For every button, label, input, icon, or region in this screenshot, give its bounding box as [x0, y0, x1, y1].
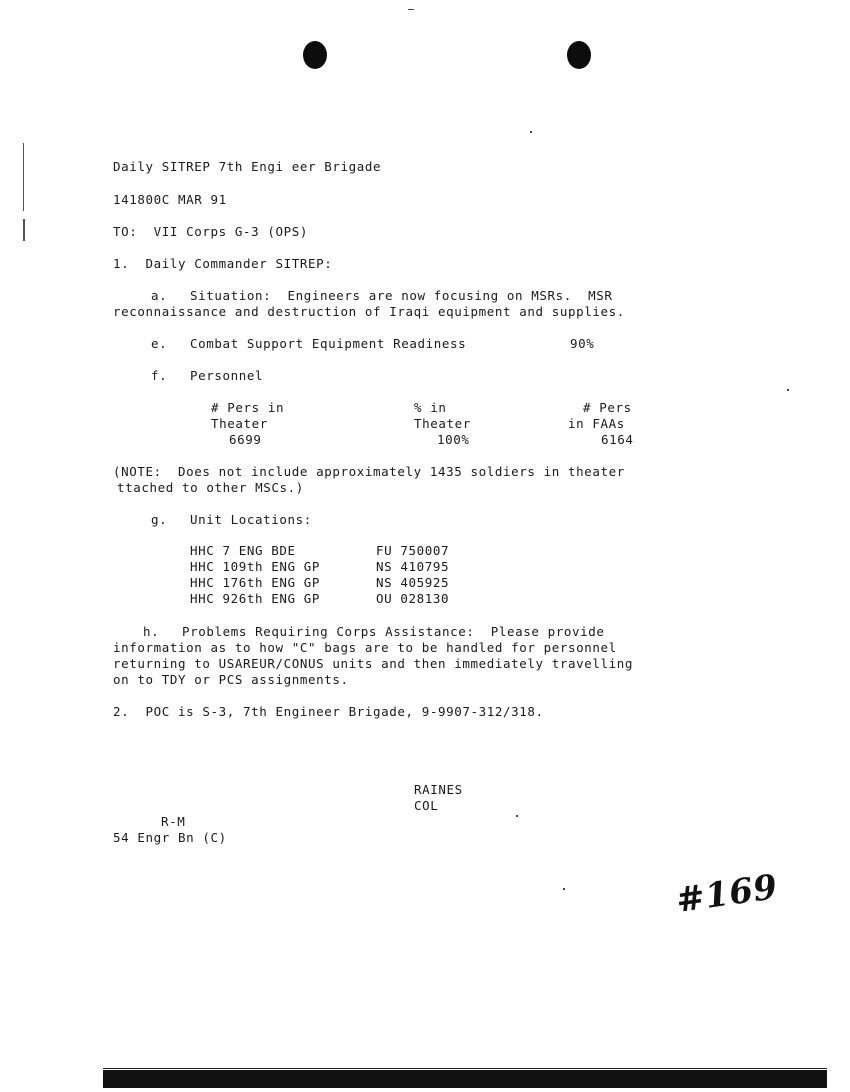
personnel-col3-value: 6164	[601, 432, 634, 447]
signature-title: COL	[414, 798, 439, 813]
unit-name: HHC 109th ENG GP	[190, 559, 321, 574]
distribution-code: R-M	[161, 814, 186, 829]
addressee: TO: VII Corps G-3 (OPS)	[113, 224, 309, 239]
personnel-col1-header1: # Pers in	[211, 400, 285, 415]
item-a-line2: reconnaissance and destruction of Iraqi equipment and supplies.	[113, 304, 625, 319]
note-line2: ttached to other MSCs.)	[117, 480, 304, 495]
speck	[516, 815, 518, 817]
item-a-line1: Situation: Engineers are now focusing on MSRs. MSR	[190, 288, 613, 303]
note-line1: (NOTE: Does not include approximately 1435 soldiers in theater	[113, 464, 625, 479]
personnel-col3-header2: in FAAs	[568, 416, 625, 431]
unit-name: HHC 926th ENG GP	[190, 591, 321, 606]
item-g-label: g.	[151, 512, 168, 527]
unit-grid: NS 410795	[376, 559, 450, 574]
item-a-label: a.	[151, 288, 168, 303]
item-f-text: Personnel	[190, 368, 264, 383]
section-2-poc: 2. POC is S-3, 7th Engineer Brigade, 9-9907-312/318.	[113, 704, 544, 719]
personnel-col2-header1: % in	[414, 400, 447, 415]
speck	[787, 389, 789, 391]
item-h-line3: returning to USAREUR/CONUS units and then immediately travelling	[113, 656, 634, 671]
personnel-col1-header2: Theater	[211, 416, 268, 431]
item-e-label: e.	[151, 336, 168, 351]
unit-grid: OU 028130	[376, 591, 450, 606]
item-h-label: h.	[143, 624, 160, 639]
item-e-text: Combat Support Equipment Readiness	[190, 336, 467, 351]
personnel-col1-value: 6699	[229, 432, 262, 447]
item-h-line4: on to TDY or PCS assignments.	[113, 672, 349, 687]
section-1-heading: 1. Daily Commander SITREP:	[113, 256, 333, 271]
distribution-unit: 54 Engr Bn (C)	[113, 830, 227, 845]
margin-mark	[23, 143, 24, 211]
handwritten-page-number: #169	[673, 867, 781, 921]
speck	[530, 131, 532, 133]
readiness-value: 90%	[570, 336, 595, 351]
unit-name: HHC 7 ENG BDE	[190, 543, 296, 558]
item-g-text: Unit Locations:	[190, 512, 312, 527]
unit-grid: NS 405925	[376, 575, 450, 590]
bottom-rule	[103, 1068, 827, 1069]
speck	[408, 9, 414, 10]
personnel-col2-header2: Theater	[414, 416, 471, 431]
personnel-col2-value: 100%	[437, 432, 470, 447]
personnel-col3-header1: # Pers	[583, 400, 632, 415]
date-time-group: 141800C MAR 91	[113, 192, 227, 207]
punch-hole-left	[303, 41, 327, 69]
item-f-label: f.	[151, 368, 168, 383]
margin-mark-lower	[23, 219, 25, 241]
bottom-scan-bar	[103, 1070, 827, 1088]
unit-grid: FU 750007	[376, 543, 450, 558]
punch-hole-right	[567, 41, 591, 69]
document-title: Daily SITREP 7th Engi eer Brigade	[113, 159, 382, 174]
item-h-line2: information as to how "C" bags are to be handled for personnel	[113, 640, 617, 655]
item-h-line1: Problems Requiring Corps Assistance: Please provide	[182, 624, 605, 639]
signature-name: RAINES	[414, 782, 463, 797]
unit-name: HHC 176th ENG GP	[190, 575, 321, 590]
speck	[563, 888, 565, 890]
